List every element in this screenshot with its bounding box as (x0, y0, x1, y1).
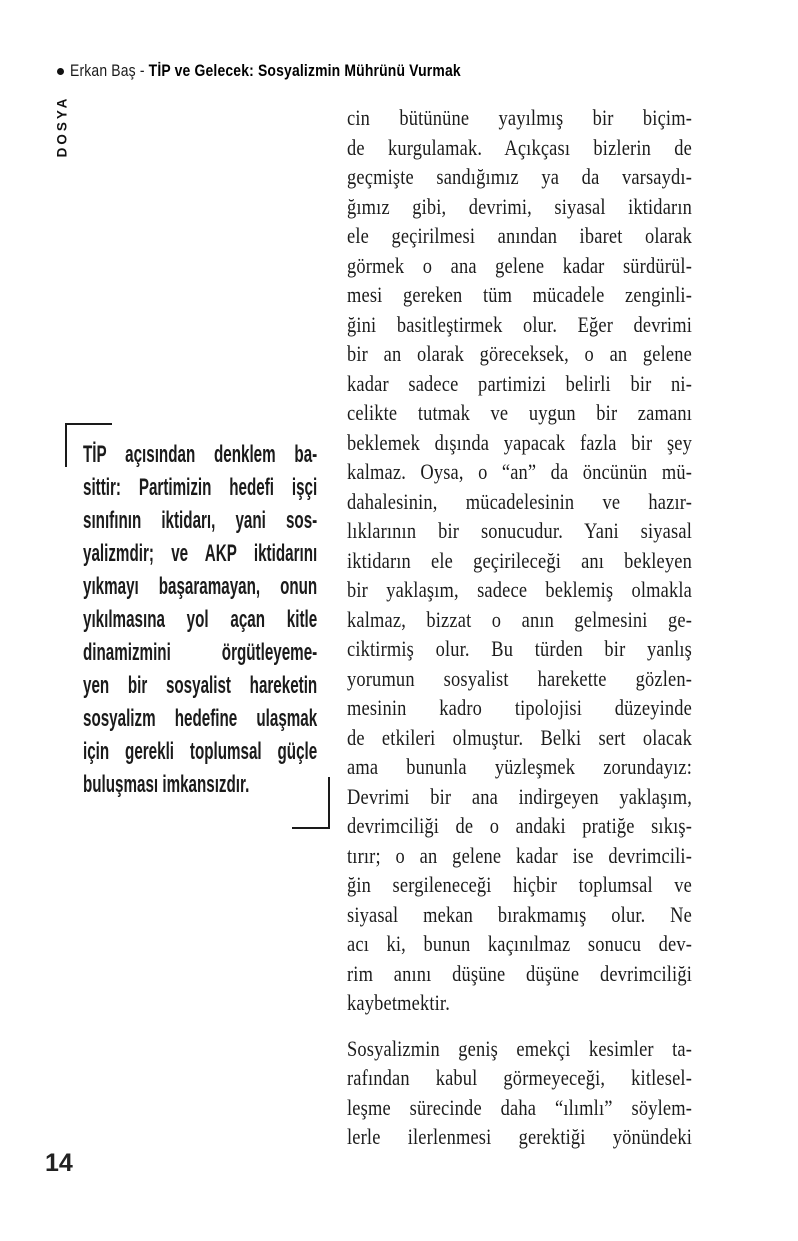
pull-quote-line: sınıfının iktidarı, yani sos- (83, 507, 318, 534)
text-line: kaybetmektir. (347, 990, 450, 1015)
pull-quote-line: için gerekli toplumsal güçle (83, 738, 318, 765)
pull-quote-line: yıkılmasına yol açan kitle (83, 606, 318, 633)
body-text-column (347, 103, 692, 1152)
text-line: siyasal mekan bırakmamış olur. Ne (347, 901, 693, 927)
text-line: dahalesinin, mücadelesinin ve hazır- (347, 488, 693, 514)
pull-quote (83, 438, 317, 801)
text-line: bir an olarak göreceksek, o an gelene (347, 341, 693, 366)
text-line: bir yaklaşım, sadece beklemiş olmakla (347, 577, 693, 602)
text-line: iktidarın ele geçirileceği anı bekleyen (347, 547, 693, 573)
pull-quote-line: sittir: Partimizin hedefi işçi (83, 474, 318, 501)
text-line: ciktirmiş olur. Bu türden bir yanlış (347, 636, 693, 661)
header-title: TİP ve Gelecek: Sosyalizmin Mührünü Vurmak (148, 61, 461, 80)
text-line: ğini basitleştirmek olur. Eğer devrimi (347, 311, 693, 337)
pull-quote-line: yalizmdir; ve AKP iktidarını (83, 540, 318, 567)
text-line: lıklarının bir sonucudur. Yani siyasal (347, 518, 693, 543)
page-number: 14 (45, 1149, 73, 1177)
text-line: rafından kabul görmeyeceği, kitlesel- (347, 1065, 693, 1090)
pull-quote-line: sosyalizm hedefine ulaşmak (83, 705, 318, 732)
paragraph (347, 103, 692, 1018)
pull-quote-line: yıkmayı başaramayan, onun (83, 573, 318, 600)
running-header (57, 61, 547, 81)
text-line: leşme sürecinde daha “ılımlı” söylem- (347, 1094, 693, 1120)
text-line: Sosyalizmin geniş emekçi kesimler ta- (347, 1035, 693, 1061)
section-label-vertical (48, 95, 76, 157)
text-line: mesi gereken tüm mücadele zenginli- (347, 282, 693, 307)
text-line: Devrimi bir ana indirgeyen yaklaşım, (347, 783, 693, 809)
bullet-icon (57, 68, 64, 75)
text-line: kalmaz. Oysa, o “an” da öncünün mü- (347, 459, 693, 484)
text-line: devrimciliği de o andaki pratiğe sıkış- (347, 813, 693, 838)
text-line: beklemek dışında yapacak fazla bir şey (347, 429, 693, 455)
text-line: kalmaz, bizzat o anın gelmesini ge- (347, 606, 693, 632)
text-line: ama bununla yüzleşmek zorundayız: (347, 754, 693, 779)
text-line: de kurgulamak. Açıkçası bizlerin de (347, 134, 693, 160)
text-line: acı ki, bunun kaçınılmaz sonucu dev- (347, 931, 693, 956)
text-line: mesinin kadro tipolojisi düzeyinde (347, 695, 693, 720)
pull-quote-line: buluşması imkansızdır. (83, 771, 250, 798)
text-line: de etkileri olmuştur. Belki sert olacak (347, 724, 693, 750)
text-line: celikte tutmak ve uygun bir zamanı (347, 400, 693, 425)
text-line: ele geçirilmesi anından ibaret olarak (347, 223, 693, 248)
running-header-text (70, 61, 461, 81)
text-line: lerle ilerlenmesi gerektiği yönündeki (347, 1124, 693, 1149)
pull-quote-line: dinamizmini örgütleyeme- (83, 639, 318, 666)
text-line: ğımız gibi, devrimi, siyasal iktidarın (347, 193, 693, 219)
text-line: tırır; o an gelene kadar ise devrimcili- (347, 842, 693, 868)
text-line: görmek o ana gelene kadar sürdürül- (347, 252, 693, 278)
pull-quote-line: yen bir sosyalist hareketin (83, 672, 318, 699)
section-label-text: DOSYA (54, 95, 70, 157)
header-author: Erkan Baş - (70, 61, 149, 80)
paragraph (347, 1034, 692, 1152)
text-line: ğin sergileneceği hiçbir toplumsal ve (347, 872, 693, 897)
pull-quote-line: TİP açısından denklem ba- (83, 441, 318, 468)
text-line: cin bütününe yayılmış bir biçim- (347, 105, 693, 130)
quote-bracket-bottom-right (292, 777, 330, 829)
text-line: kadar sadece partimizi belirli bir ni- (347, 370, 693, 396)
text-line: geçmişte sandığımız ya da varsaydı- (347, 164, 693, 189)
text-line: rim anını düşüne düşüne devrimciliği (347, 960, 693, 986)
text-line: yorumun sosyalist harekette gözlen- (347, 665, 693, 691)
